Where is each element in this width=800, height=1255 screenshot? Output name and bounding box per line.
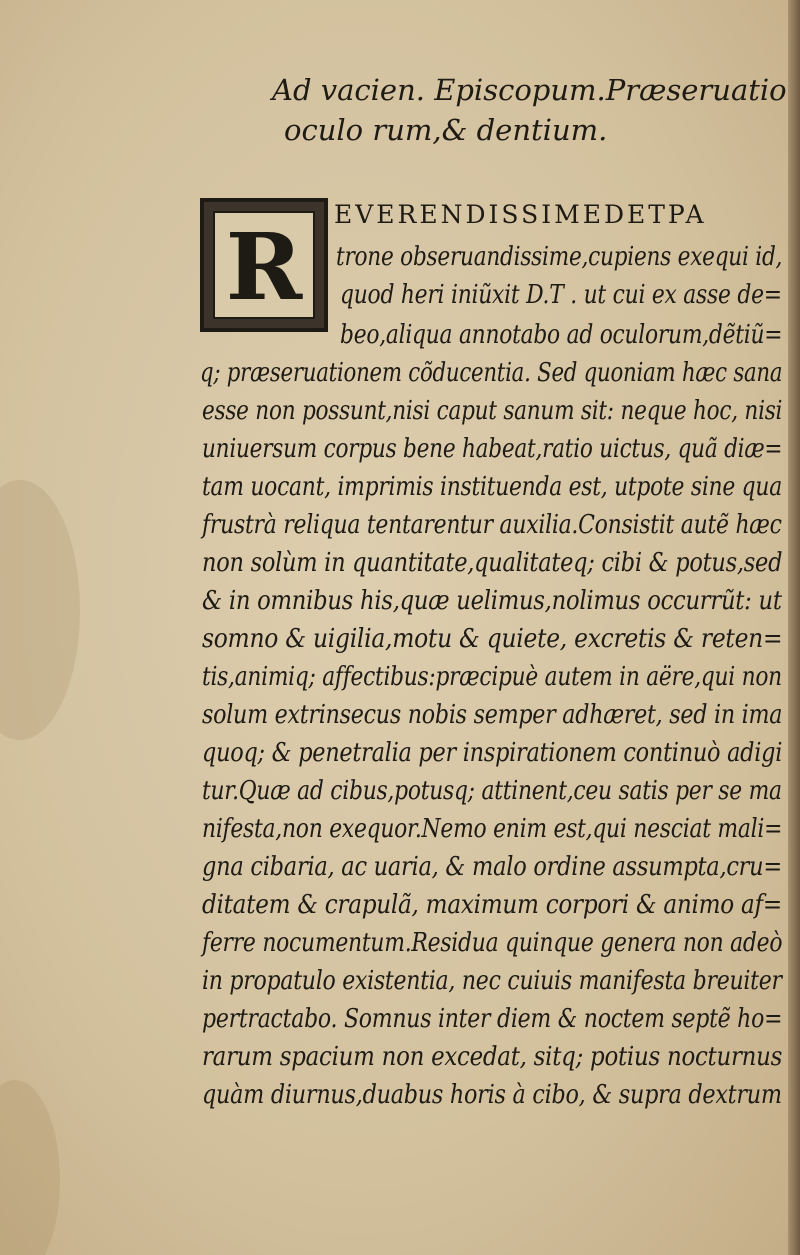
text-line: & in omnibus his,quæ uelimus,nolimus occurrũt: ut	[202, 586, 782, 616]
text-line: ferre nocumentum.Residua quinque genera non adeò	[202, 928, 783, 958]
paper-stain	[0, 1080, 60, 1255]
text-line: q; præseruationem cõducentia. Sed quoniam hæc sana	[200, 358, 783, 388]
text-line: quoq; & penetralia per inspirationem continuò adigi	[202, 738, 783, 768]
text-line: trone obseruandissime,cupiens exequi id,	[336, 242, 783, 272]
text-line: tur.Quæ ad cibus,potusq; attinent,ceu satis per se ma	[202, 776, 782, 806]
text-line: beo,aliqua annotabo ad oculorum,dẽtiũ=	[340, 320, 783, 350]
text-line: ditatem & crapulã, maximum corpori & animo af=	[202, 890, 782, 920]
text-line: somno & uigilia,motu & quiete, excretis & reten=	[202, 624, 783, 654]
text-line: in propatulo existentia, nec cuiuis manifesta breuiter	[202, 966, 782, 996]
text-line: gna cibaria, ac uaria, & malo ordine assumpta,cru=	[202, 852, 782, 882]
initial-frame	[213, 211, 315, 319]
text-line: solum extrinsecus nobis semper adhæret, sed in ima	[202, 700, 783, 730]
decorated-initial	[200, 198, 328, 332]
text-line: quàm diurnus,duabus horis à cibo, & supra dextrum	[202, 1080, 782, 1110]
text-line: quod heri iniũxit D.T . ut cui ex asse de=	[340, 280, 782, 310]
paper-stain	[0, 480, 80, 740]
text-line: non solùm in quantitate,qualitateq; cibi & potus,sed	[202, 548, 783, 578]
page-heading	[272, 70, 787, 150]
text-line: tam uocant, imprimis instituenda est, utpote sine qua	[202, 472, 782, 502]
book-spine-edge	[788, 0, 800, 1255]
text-line: uniuersum corpus bene habeat,ratio uictus, quã diæ=	[202, 434, 783, 464]
heading-line-2: oculo rum,& dentium.	[284, 113, 608, 147]
text-line: esse non possunt,nisi caput sanum sit: neque hoc, nisi	[202, 396, 783, 426]
text-line: pertractabo. Somnus inter diem & noctem septẽ ho=	[202, 1004, 783, 1034]
text-line: tis,animiq; affectibus:præcipuè autem in aëre,qui non	[202, 662, 782, 692]
text-line: rarum spacium non excedat, sitq; potius nocturnus	[202, 1042, 783, 1072]
text-line: nifesta,non exequor.Nemo enim est,qui nesciat mali=	[202, 814, 783, 844]
text-line: frustrà reliqua tentarentur auxilia.Consistit autẽ hæc	[202, 510, 782, 540]
initial-letter: R	[225, 213, 303, 321]
text-line: EVERENDISSIMEDETPA	[334, 200, 707, 229]
heading-line-1: Ad vacien. Episcopum.Præseruatio	[272, 73, 787, 107]
